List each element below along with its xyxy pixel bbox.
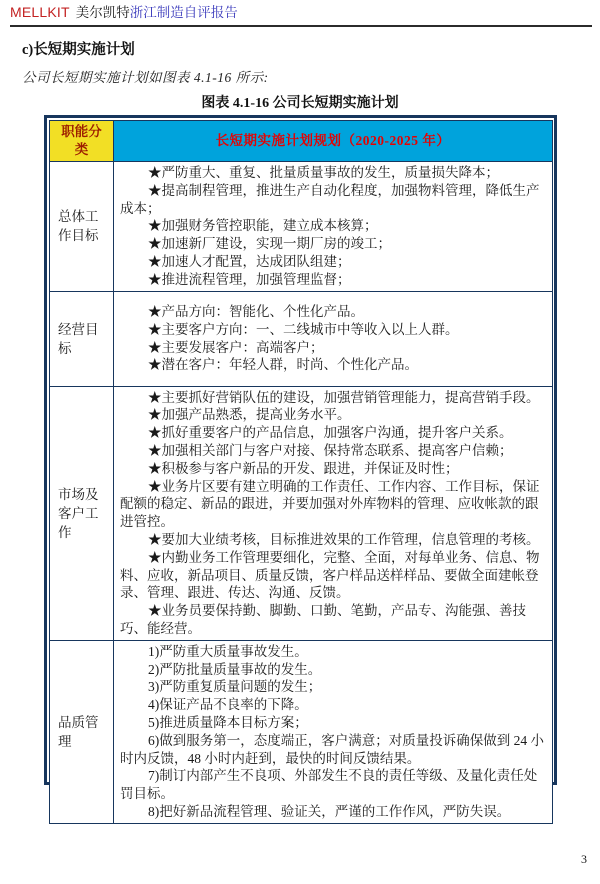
plan-item: ★提高制程管理，推进生产自动化程度，加强物料管理，降低生产成本； <box>120 182 540 216</box>
plan-item: ★加速新厂建设，实现一期厂房的竣工； <box>148 236 391 252</box>
plan-table-body <box>50 162 553 824</box>
plan-item: ★潜在客户：年轻人群，时尚、个性化产品。 <box>148 357 418 373</box>
category-cell: 经营目标 <box>50 291 114 386</box>
plan-item: ★主要客户方向：一、二线城市中等收入以上人群。 <box>148 321 459 337</box>
brand-logo-text: MELLKIT <box>10 4 70 20</box>
table-row <box>50 386 553 640</box>
column-header-plan: 长短期实施计划规划（2020-2025 年） <box>114 121 553 162</box>
plan-item: ★积极参与客户新品的开发、跟进，并保证及时性； <box>148 460 459 476</box>
plan-item: 5)推进质量降本目标方案； <box>148 714 308 730</box>
table-row <box>50 291 553 386</box>
plan-items-cell <box>114 386 553 640</box>
section-heading: c)长短期实施计划 <box>22 42 135 58</box>
plan-items-cell <box>114 291 553 386</box>
column-header-category: 职能分类 <box>50 121 114 162</box>
plan-item: 8)把好新品流程管理、验证关，严谨的工作作风，严防失误。 <box>148 803 511 819</box>
plan-item: ★加强财务管控职能，建立成本核算； <box>148 218 378 234</box>
plan-item: ★内勤业务工作管理要细化，完整、全面，对每单业务、信息、物料、应收，新品项目、质量反馈，客户样品送样样品、要做全面建帐登录、管理、跟进、传达、沟通、反馈。 <box>120 549 540 601</box>
category-cell: 品质管理 <box>50 640 114 823</box>
page-header <box>10 5 592 27</box>
plan-item: 3)严防重复质量问题的发生； <box>148 679 322 695</box>
brand-name-cn: 美尔凯特 <box>75 5 130 20</box>
plan-item: ★产品方向：智能化、个性化产品。 <box>148 303 364 319</box>
plan-item: ★推进流程管理，加强管理监督； <box>148 271 351 287</box>
table-row <box>50 640 553 823</box>
plan-item: 6)做到服务第一，态度端正，客户满意；对质量投诉确保做到 24 小时内反馈，48 小时内赶到，最快的时间反馈结果。 <box>120 732 544 766</box>
plan-item: ★主要发展客户：高端客户； <box>148 339 324 355</box>
document-title: 浙江制造自评报告 <box>129 5 238 20</box>
plan-item: ★业务员要保持勤、脚勤、口勤、笔勤，产品专、沟能强、善技巧、能经营。 <box>120 603 526 636</box>
plan-item: ★加速人才配置，达成团队组建； <box>148 253 351 269</box>
plan-item: 7)制订内部产生不良项、外部发生不良的责任等级、及量化责任处罚目标。 <box>120 768 538 802</box>
plan-item: 1)严防重大质量事故发生。 <box>148 643 308 659</box>
category-cell: 市场及客户工作 <box>50 386 114 640</box>
plan-item: ★业务片区要有建立明确的工作责任、工作内容、工作目标，保证配额的稳定、新品的跟进，并要加强对外库物料的管理、应收帐款的跟进管控。 <box>120 478 540 530</box>
plan-items-cell <box>114 640 553 823</box>
page-number: 3 <box>581 852 587 866</box>
table-caption: 图表 4.1-16 公司长短期实施计划 <box>201 96 399 111</box>
table-row <box>50 162 553 292</box>
plan-table-frame <box>44 115 557 819</box>
plan-item: ★主要抓好营销队伍的建设，加强营销管理能力，提高营销手段。 <box>148 389 540 405</box>
plan-item: 4)保证产品不良率的下降。 <box>148 697 308 713</box>
table-header-row <box>50 121 553 162</box>
plan-item: ★加强产品熟悉，提高业务水平。 <box>148 407 351 423</box>
plan-item: ★严防重大、重复、批量质量事故的发生，质量损失降本； <box>148 165 499 180</box>
plan-table <box>49 120 553 824</box>
plan-item: ★抓好重要客户的产品信息，加强客户沟通，提升客户关系。 <box>148 425 513 441</box>
plan-item: ★要加大业绩考核，目标推进效果的工作管理，信息管理的考核。 <box>148 531 540 547</box>
intro-paragraph: 公司长短期实施计划如图表 4.1-16 所示: <box>22 70 269 85</box>
plan-items-cell <box>114 162 553 292</box>
plan-item: ★加强相关部门与客户对接、保持常态联系、提高客户信赖； <box>148 442 513 458</box>
plan-item: 2)严防批量质量事故的发生。 <box>148 661 322 677</box>
category-cell: 总体工作目标 <box>50 162 114 292</box>
